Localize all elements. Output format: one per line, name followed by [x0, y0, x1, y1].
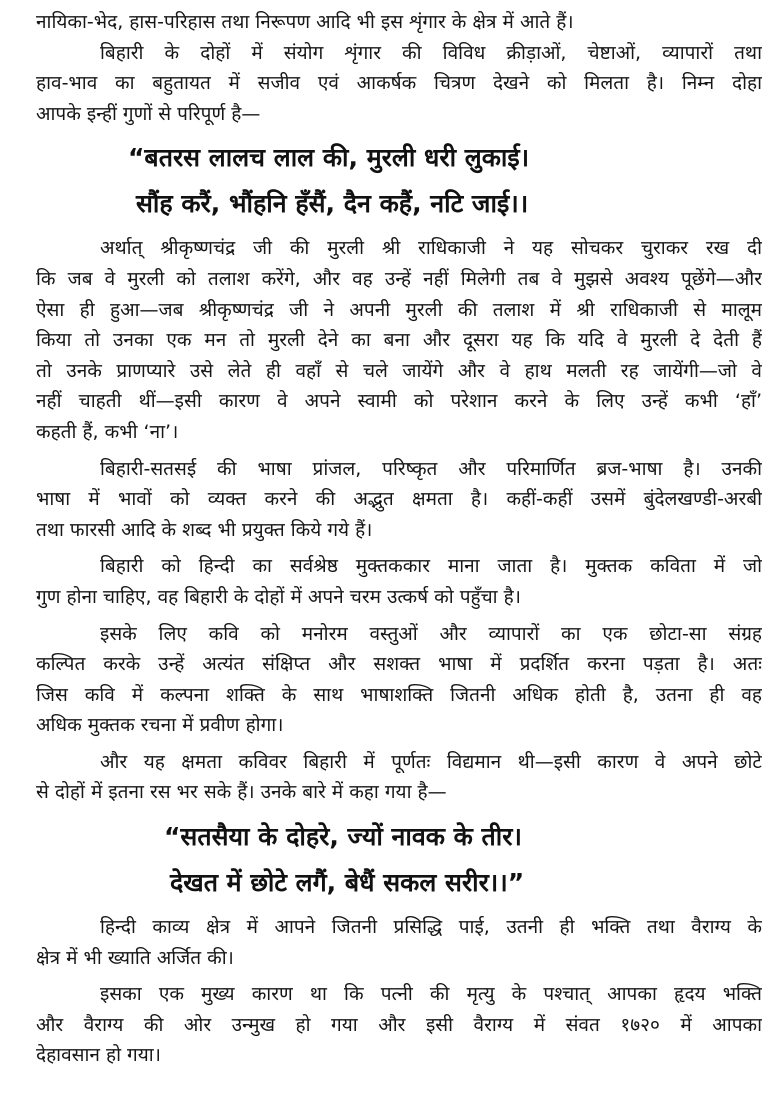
couplet-line: “बतरस लालच लाल की, मुरली धरी लुकाई। — [128, 143, 530, 173]
text-line: नहीं चाहती थीं—इसी कारण वे अपने स्वामी को परेशान करने के लिए उन्हें कभी ‘हाँ’ — [36, 390, 762, 413]
couplet-line: सौंह करैं, भौंहनि हँसैं, दैन कहैं, नटि जाई।। — [136, 189, 529, 219]
couplet-satsaiya — [36, 814, 762, 906]
text-line: इसके लिए कवि को मनोरम वस्तुओं और व्यापारों का एक छोटा-सा संग्रह — [100, 622, 762, 645]
text-line: अधिक मुक्तक रचना में प्रवीण होगा। — [36, 714, 284, 737]
paragraph-bhasha — [36, 454, 762, 546]
text-line: हाव-भाव का बहुतायत में सजीव एवं आकर्षक चित्रण देखने को मिलता है। निम्न दोहा — [36, 72, 762, 95]
paragraph-bhakti — [36, 912, 762, 973]
text-line: बिहारी के दोहों में संयोग शृंगार की विविध क्रीड़ाओं, चेष्टाओं, व्यापारों तथा — [100, 41, 762, 64]
text-line: कल्पित करके उन्हें अत्यंत संक्षिप्त और सशक्त भाषा में प्रदर्शित करना पड़ता है। अतः — [36, 653, 762, 676]
text-line: और वैराग्य की ओर उन्मुख हो गया और इसी वैराग्य में संवत १७२० में आपका — [36, 1013, 762, 1036]
couplet-line: देखत में छोटे लगैं, बेधैं सकल सरीर।।” — [170, 868, 525, 898]
text-line: जिस कवि में कल्पना शक्ति के साथ भाषाशक्ति जितनी अधिक होती है, उतना ही वह — [36, 683, 762, 706]
paragraph-kalpana — [36, 619, 762, 741]
intro-block — [36, 7, 762, 129]
text-line: नायिका-भेद, हास-परिहास तथा निरूपण आदि भी इस शृंगार के क्षेत्र में आते हैं। — [36, 11, 574, 33]
text-line: तथा फारसी आदि के शब्द भी प्रयुक्त किये गये हैं। — [36, 518, 373, 541]
text-line: तो उनके प्राणप्यारे उसे लेते ही वहाँ से चले जायेंगे और वे हाथ मलती रह जायेंगी—जो वे — [36, 359, 762, 382]
paragraph-kshamata — [36, 747, 762, 808]
text-line: कि जब वे मुरली को तलाश करेंगे, और वह उन्हें नहीं मिलेगी तब वे मुझसे अवश्य पूछेंगे—और — [36, 267, 762, 290]
text-line: हिन्दी काव्य क्षेत्र में आपने जितनी प्रसिद्धि पाई, उतनी ही भक्ति तथा वैराग्य के — [100, 916, 762, 939]
couplet-line: “सतसैया के दोहरे, ज्यों नावक के तीर। — [164, 822, 522, 852]
text-line: आपके इन्हीं गुणों से परिपूर्ण है— — [36, 102, 261, 125]
text-line: क्षेत्र में भी ख्याति अर्जित की। — [36, 946, 234, 969]
paragraph-vairagya — [36, 979, 762, 1071]
paragraph-muktakkar — [36, 551, 762, 612]
text-line: और यह क्षमता कविवर बिहारी में पूर्णतः विद्यमान थी—इसी कारण वे अपने छोटे — [100, 750, 762, 773]
paragraph-arthat — [36, 233, 762, 447]
text-line: बिहारी-सतसई की भाषा प्रांजल, परिष्कृत और परिमार्णित ब्रज-भाषा है। उनकी — [100, 457, 762, 480]
text-line: से दोहों में इतना रस भर सके हैं। उनके बारे में कहा गया है— — [36, 781, 447, 804]
text-line: ऐसा ही हुआ—जब श्रीकृष्णचंद्र जी ने अपनी मुरली की तलाश में श्री राधिकाजी से मालूम — [36, 298, 762, 321]
text-line: देहावसान हो गया। — [36, 1044, 161, 1067]
couplet-batras — [36, 135, 762, 227]
text-line: बिहारी को हिन्दी का सर्वश्रेष्ठ मुक्तककार माना जाता है। मुक्तक कविता में जो — [100, 555, 762, 578]
text-line: भाषा में भावों को व्यक्त करने की अद्भुत क्षमता है। कहीं-कहीं उसमें बुंदेलखण्डी-अरबी — [36, 488, 762, 511]
text-line: कहती हैं, कभी ‘ना’। — [36, 420, 179, 443]
text-line: किया तो उनका एक मन तो मुरली देने का बना और दूसरा यह कि यदि वे मुरली दे देती हैं — [36, 329, 762, 352]
text-line: इसका एक मुख्य कारण था कि पत्नी की मृत्यु के पश्चात् आपका हृदय भक्ति — [100, 983, 762, 1006]
text-line: अर्थात् श्रीकृष्णचंद्र जी की मुरली श्री राधिकाजी ने यह सोचकर चुराकर रख दी — [100, 237, 762, 260]
text-line: गुण होना चाहिए, वह बिहारी के दोहों में अपने चरम उत्कर्ष को पहुँचा है। — [36, 585, 521, 608]
